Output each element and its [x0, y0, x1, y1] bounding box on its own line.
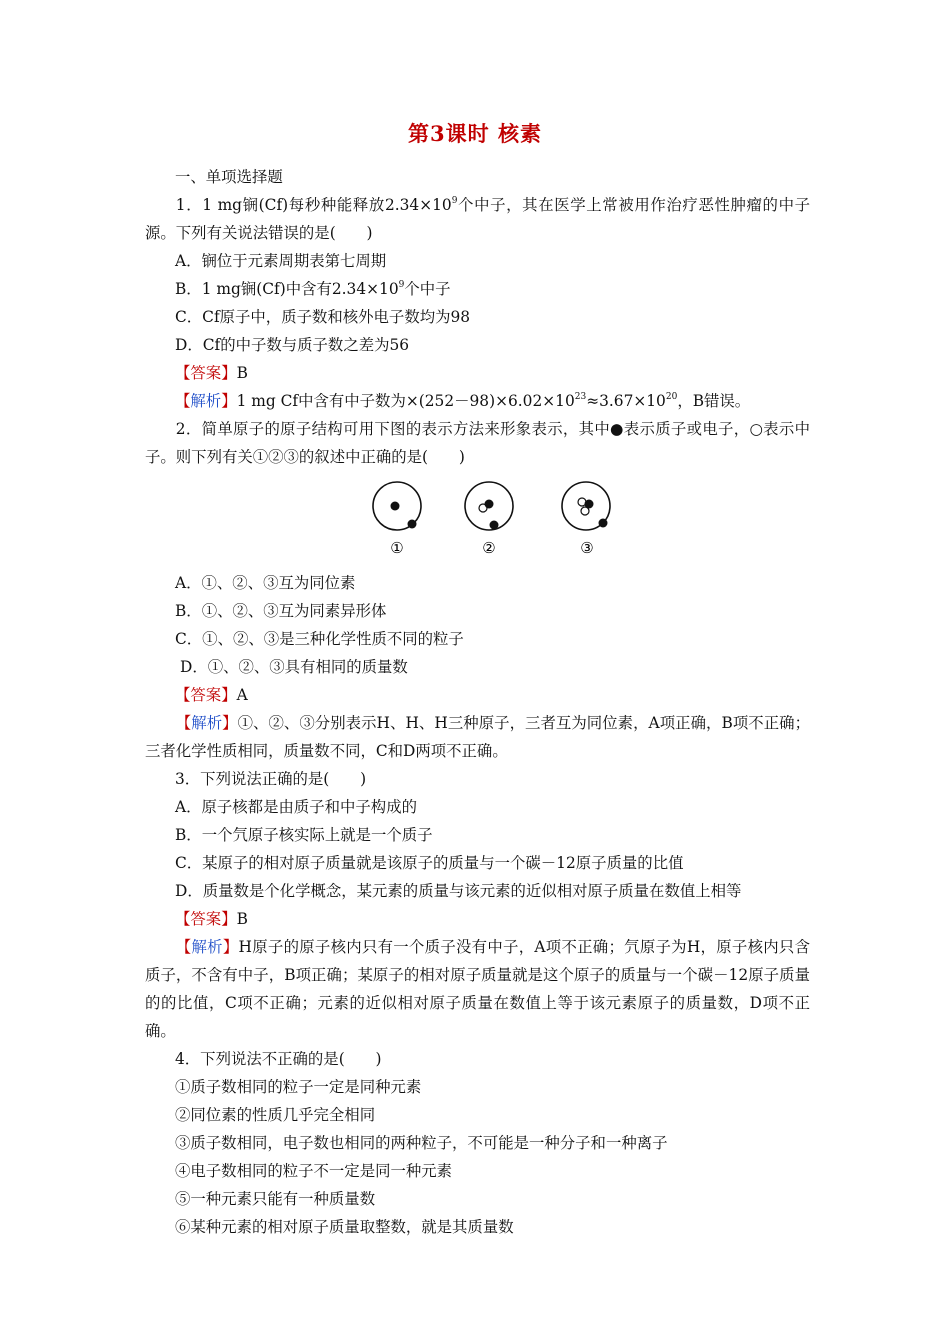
atom-3-electron	[599, 519, 608, 528]
q4-item-3: ③质子数相同，电子数也相同的两种粒子，不可能是一种分子和一种离子	[175, 1134, 668, 1152]
q3-option-c: C．某原子的相对原子质量就是该原子的质量与一个碳－12原子质量的比值	[175, 854, 684, 872]
q4-item-5: ⑤一种元素只能有一种质量数	[175, 1190, 376, 1208]
atom-figure	[145, 471, 810, 569]
atom-diagram	[145, 471, 810, 569]
q4-item-4: ④电子数相同的粒子不一定是同一种元素	[175, 1162, 453, 1180]
q2-option-c: C．①、②、③是三种化学性质不同的粒子	[175, 630, 464, 648]
atom-2-diagram	[465, 482, 513, 530]
q1-analysis: 【解析】1 mg Cf中含有中子数为$\times(252-98)\times 6.02\times 10^{23}\approx 3.67\times 10^{20}$，B错误。	[175, 391, 751, 410]
q2-stem: 2．简单原子的原子结构可用下图的表示方法来形象表示，其中●表示质子或电子，○表示中子。则下列有关①②③的叙述中正确的是( )	[145, 420, 810, 466]
atom-2-label: ②	[482, 539, 496, 557]
q1-option-a: A．锎位于元素周期表第七周期	[175, 252, 387, 270]
q4-item-6: ⑥某种元素的相对原子质量取整数，就是其质量数	[175, 1218, 514, 1236]
q4-item-1: ①质子数相同的粒子一定是同种元素	[175, 1078, 422, 1096]
atom-1-proton	[391, 502, 400, 511]
q1-option-b: B．1 mg锎(Cf)中含有$2.34\times 10^9$个中子	[175, 279, 451, 298]
atom-1-diagram	[373, 482, 421, 530]
q1-option-d: D．Cf的中子数与质子数之差为56	[175, 336, 410, 354]
q2-option-b: B．①、②、③互为同素异形体	[175, 602, 387, 620]
document-body	[145, 163, 810, 1241]
q3-answer: 【答案】B	[175, 910, 248, 928]
q2-option-d: D．①、②、③具有相同的质量数	[180, 658, 408, 676]
atom-1-electron	[408, 520, 417, 529]
atom-3-neutron-2	[581, 507, 589, 515]
page-title: 第3课时 核素	[408, 121, 542, 146]
q4-item-2: ②同位素的性质几乎完全相同	[175, 1106, 376, 1124]
atom-2-electron	[490, 521, 499, 530]
atom-3-label: ③	[580, 539, 594, 557]
atom-2-proton	[485, 500, 494, 509]
q4-stem: 4．下列说法不正确的是( )	[175, 1050, 382, 1068]
q2-option-a: A．①、②、③互为同位素	[175, 574, 356, 592]
atom-3-diagram	[562, 482, 610, 530]
q3-analysis: 【解析】H原子的原子核内只有一个质子没有中子，A项不正确；氕原子为H，原子核内只含质子，不含有中子，B项正确；某原子的相对原子质量就是这个原子的质量与一个碳－12原子质量的的比值，C项不正确；元素的近似相对原子质量在数值上等于该元素原子的质量数，D项不正确。	[145, 938, 810, 1040]
q3-option-b: B．一个氕原子核实际上就是一个质子	[175, 826, 433, 844]
atom-1-label: ①	[390, 539, 404, 557]
q3-stem: 3．下列说法正确的是( )	[175, 770, 367, 788]
q1-option-c: C．Cf原子中，质子数和核外电子数均为98	[175, 308, 471, 326]
q3-option-a: A．原子核都是由质子和中子构成的	[175, 798, 417, 816]
section-heading: 一、单项选择题	[175, 168, 283, 186]
q2-answer: 【答案】A	[175, 686, 248, 704]
q1-stem: 1．1 mg锎(Cf)每秒种能释放$2.34\times 10^9$个中子，其在医学上常被用作治疗恶性肿瘤的中子源。下列有关说法错误的是( )	[145, 195, 810, 242]
q1-answer: 【答案】B	[175, 364, 248, 382]
q2-analysis: 【解析】①、②、③分别表示H、H、H三种原子，三者互为同位素，A项正确，B项不正确；三者化学性质相同，质量数不同，C和D两项不正确。	[145, 714, 810, 760]
q3-option-d: D．质量数是个化学概念，某元素的质量与该元素的近似相对原子质量在数值上相等	[175, 882, 742, 900]
